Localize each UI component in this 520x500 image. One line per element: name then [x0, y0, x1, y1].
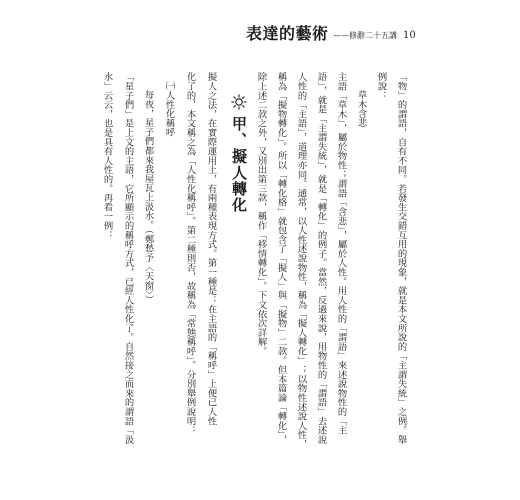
text-column: 主語「草木」，屬於物性；謂語「含悲」，屬於人性。用人性的「謂語」來述說物性的「主: [335, 72, 347, 435]
running-header-subtitle: ——修辭二十五講: [333, 31, 397, 40]
text-column: 「物」的謂語，自有不同。若發生交錯互用的現象，就是本文所說的「主謂失統」之例。舉: [395, 72, 407, 444]
text-column: 人性的「主語」，道理亦同。通常，以人性述說物性，稱為「擬人轉化」；以物性述說人性，: [295, 72, 307, 449]
example-quote: 每夜，星子們都來我屋瓦上汲水。（鄭愁予〈天窗〉）: [142, 90, 154, 304]
subheading: ㈠人性化稱呼: [163, 81, 175, 137]
section-heading: 甲、擬人轉化: [230, 116, 248, 214]
running-header-book-title: 表達的藝術: [246, 24, 329, 43]
text-column: 水」云云，也是具有人性的。再看一例：: [101, 72, 113, 240]
text-column: 例說：: [375, 72, 387, 100]
text-column: 稱為「擬物轉化」。所以「轉化格」就包含了「擬人」與「擬物」二款。但本篇論「轉化」，: [275, 72, 287, 444]
sun-ornament-icon: [231, 94, 247, 110]
page-number: 10: [403, 30, 416, 41]
text-column: 除上述二款之外，又別出第三款，稱作「移情轉化」。下文依次詳解。: [255, 72, 267, 356]
text-column: 擬人之法，在實際運用上，有兩種表現方式。第一種是：在主語的「稱呼」上便已人性: [205, 72, 217, 426]
text-column: 「星子們」是上文的主語，它所顯示的稱呼方式，已經人性化了。自然接之而來的謂語「汲: [122, 72, 134, 444]
example-quote: 草木含悲: [355, 90, 367, 128]
text-column: 語」，就是「主謂失統」，就是「轉化」的例子。當然，反過來說，用物性的「謂語」去述說: [315, 72, 327, 444]
text-column: 化了的，本文稱之為「人性化稱呼」。第二種則否，故稱為「常態稱呼」。分別舉例說明：: [184, 72, 196, 435]
